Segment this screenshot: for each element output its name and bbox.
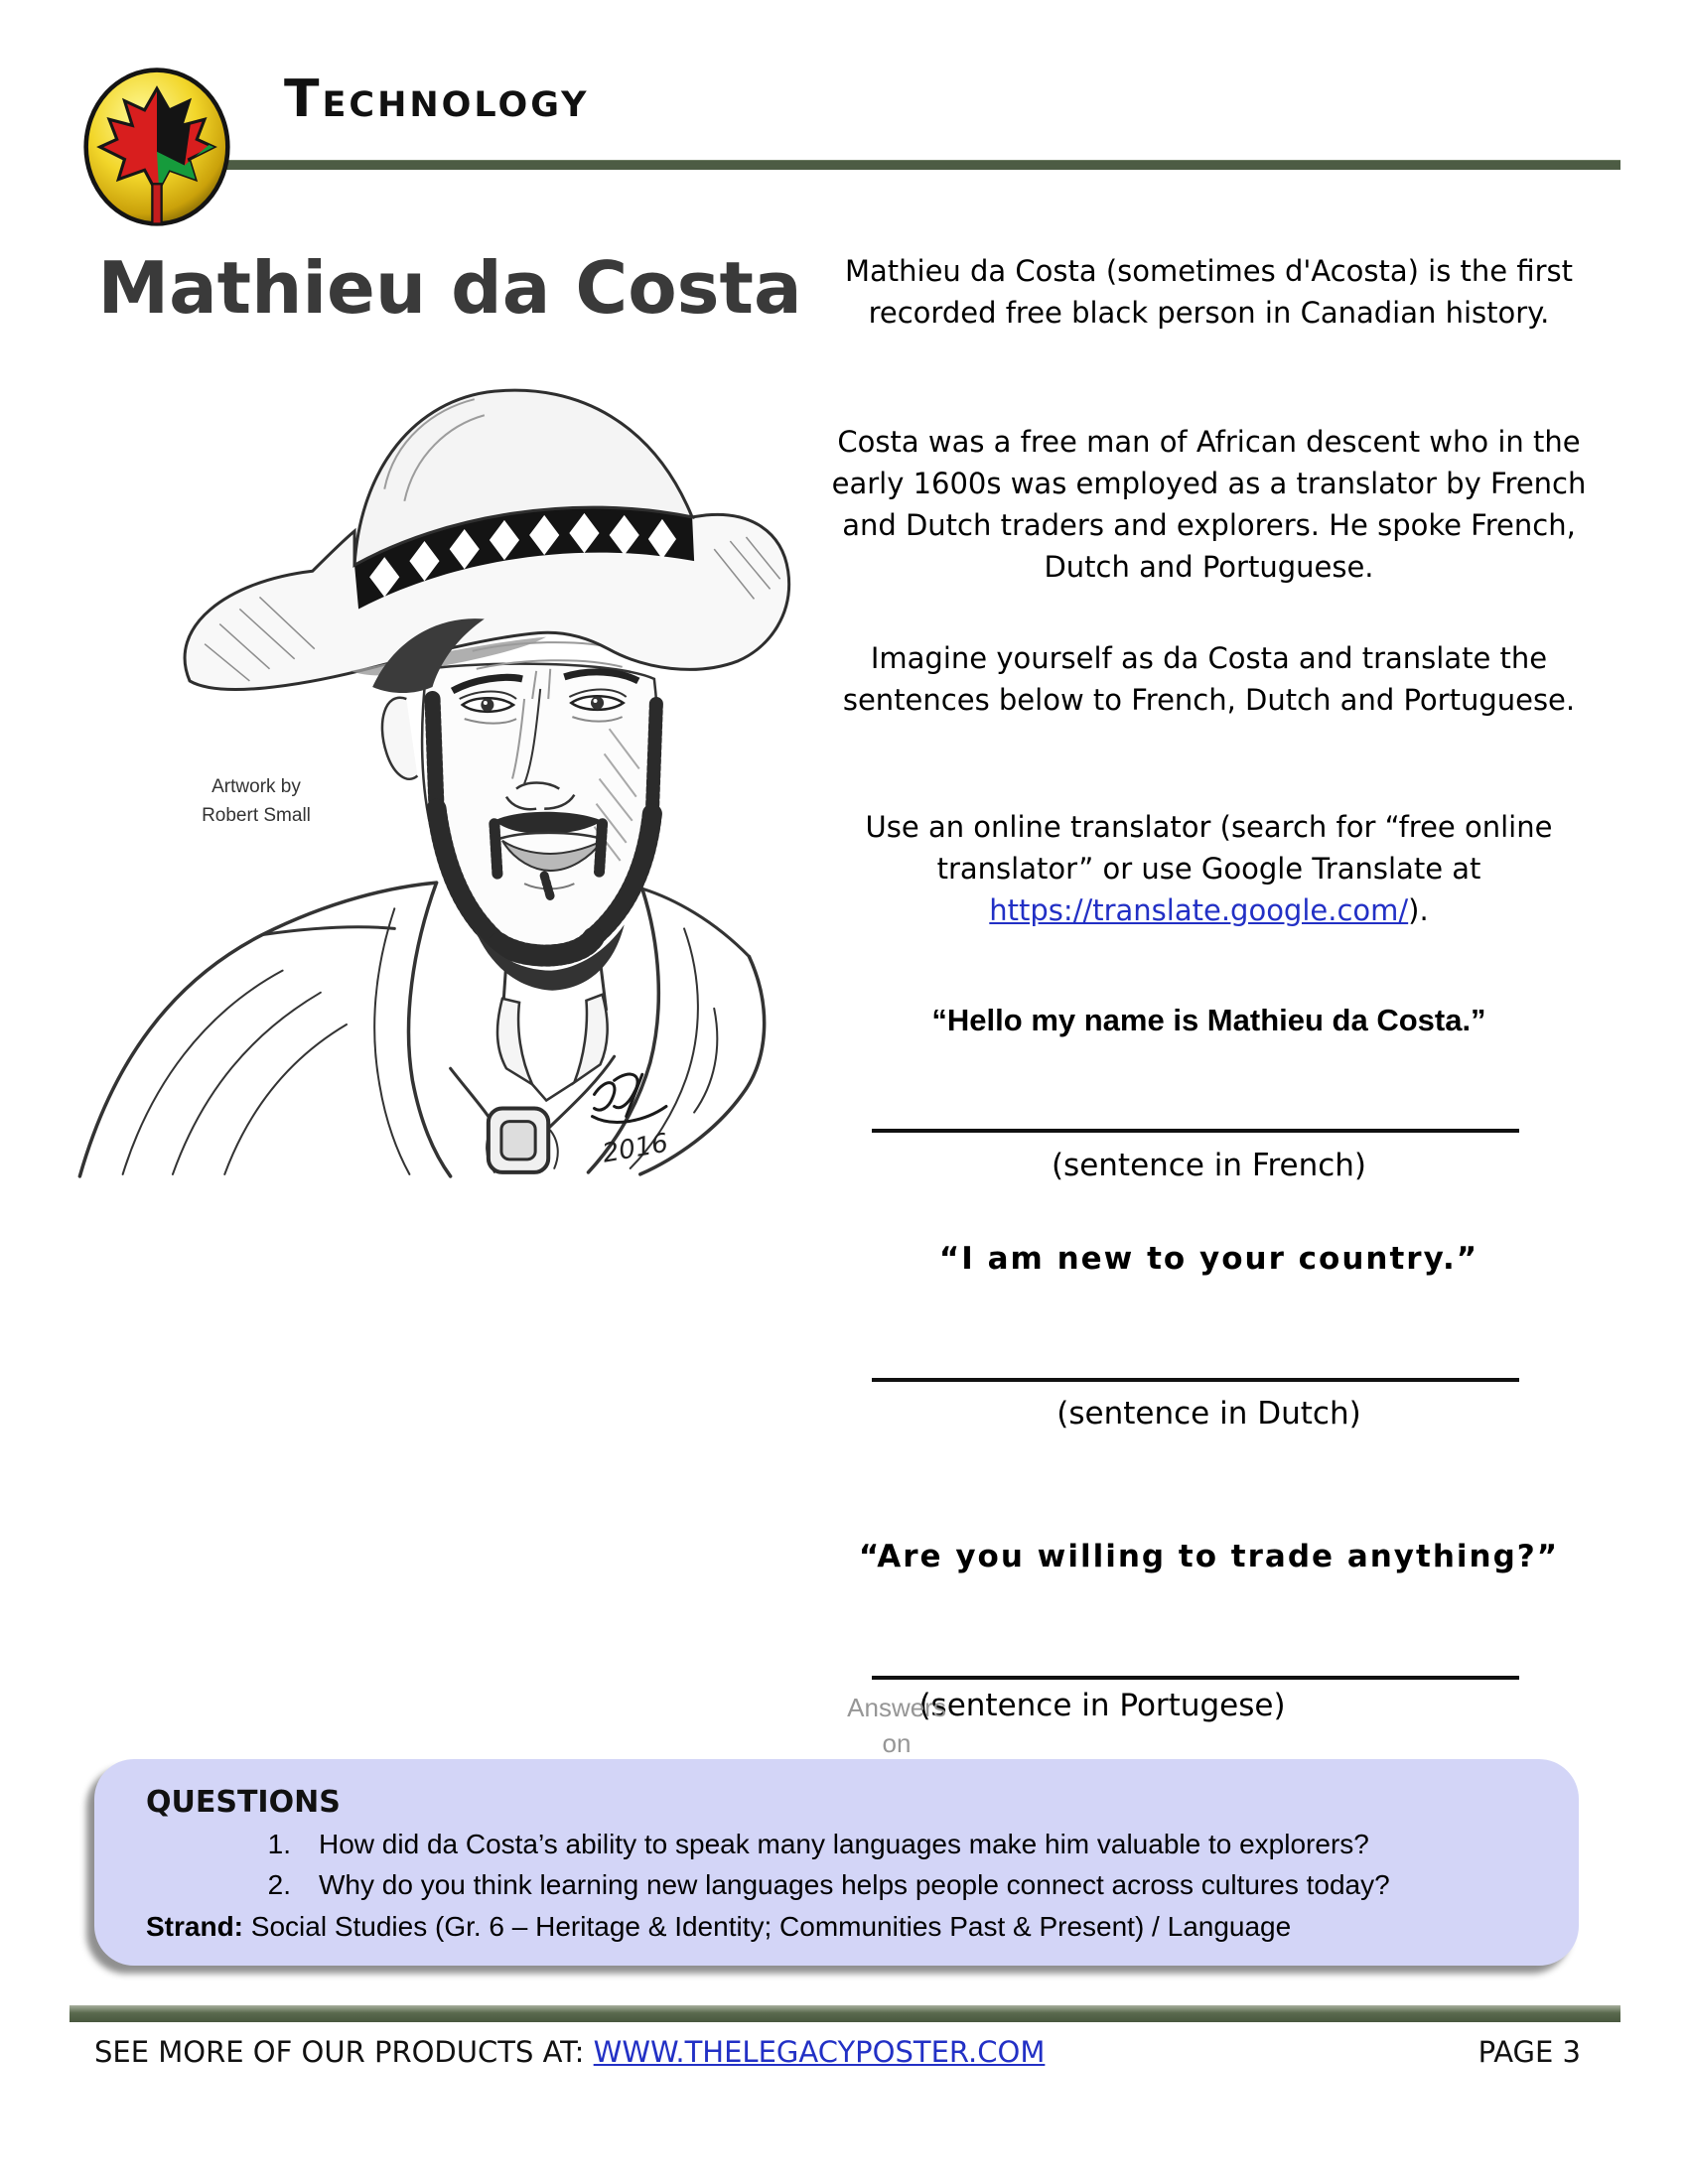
intro-paragraph-3: Imagine yourself as da Costa and translate the sentences below to French, Dutch and Portuguese. — [842, 641, 1576, 718]
answer-blank-dutch — [872, 1378, 1519, 1382]
google-translate-link[interactable]: https://translate.google.com/ — [989, 893, 1409, 928]
label-sentence-portugese: (sentence in Portugese) — [918, 1688, 1286, 1723]
footer-divider — [70, 2005, 1620, 2022]
footer-see-more — [94, 2035, 1045, 2069]
artwork-credit-line2: Robert Small — [202, 805, 311, 827]
section-heading — [284, 69, 590, 129]
footer — [94, 2035, 1581, 2069]
legacy-poster-link[interactable]: WWW.THELEGACYPOSTER.COM — [593, 2035, 1046, 2069]
strand-line — [146, 1911, 1539, 1943]
section-heading-initial: T — [284, 69, 323, 129]
question-item-1 — [146, 1829, 1539, 1860]
strand-text: Social Studies (Gr. 6 – Heritage & Identity; Communities Past & Present) / Language — [243, 1911, 1292, 1942]
answers-note-line1: Answers on — [847, 1693, 946, 1759]
page-number: PAGE 3 — [1477, 2035, 1581, 2069]
label-sentence-dutch: (sentence in Dutch) — [1056, 1396, 1361, 1432]
quote-hello: “Hello my name is Mathieu da Costa.” — [931, 1003, 1486, 1037]
answer-blank-french — [872, 1129, 1519, 1133]
page-title: Mathieu da Costa — [97, 246, 802, 330]
translator-instructions-suffix: ). — [1408, 893, 1429, 928]
quote-new-to-country: “I am new to your country.” — [938, 1241, 1479, 1277]
portrait-of-mathieu-da-costa — [55, 369, 804, 1188]
intro-paragraph-2: Costa was a free man of African descent who in the early 1600s was employed as a translator by French and Dutch traders and explorers. He spoke French, Dutch and Portuguese. — [831, 425, 1587, 585]
question-2-text: Why do you think learning new languages helps people connect across cultures today? — [319, 1869, 1390, 1900]
question-item-2 — [146, 1869, 1539, 1901]
question-1-text: How did da Costa’s ability to speak many languages make him valuable to explorers? — [319, 1829, 1369, 1859]
artwork-credit-line1: Artwork by — [211, 776, 301, 797]
footer-see-more-label: SEE MORE OF OUR PRODUCTS AT: — [94, 2035, 594, 2069]
questions-box — [94, 1759, 1579, 1966]
maple-leaf-logo-icon — [81, 66, 232, 234]
questions-heading: QUESTIONS — [146, 1785, 341, 1820]
translator-instructions — [814, 806, 1604, 931]
artwork-credit — [177, 772, 336, 831]
strand-label: Strand: — [146, 1911, 243, 1942]
question-1-number: 1. — [267, 1829, 291, 1859]
translator-instructions-text: Use an online translator (search for “free online translator” or use Google Translate at — [865, 810, 1553, 887]
question-2-number: 2. — [267, 1869, 291, 1900]
intro-paragraph-1: Mathieu da Costa (sometimes d'Acosta) is the first recorded free black person in Canadian history. — [844, 254, 1574, 331]
label-sentence-french: (sentence in French) — [1051, 1148, 1367, 1183]
portrait-signature-year: 2016 — [600, 1128, 671, 1169]
answer-blank-portugese — [872, 1676, 1519, 1680]
quote-trade-anything: “Are you willing to trade anything?” — [858, 1539, 1560, 1574]
section-heading-rest: ECHNOLOGY — [322, 85, 590, 125]
